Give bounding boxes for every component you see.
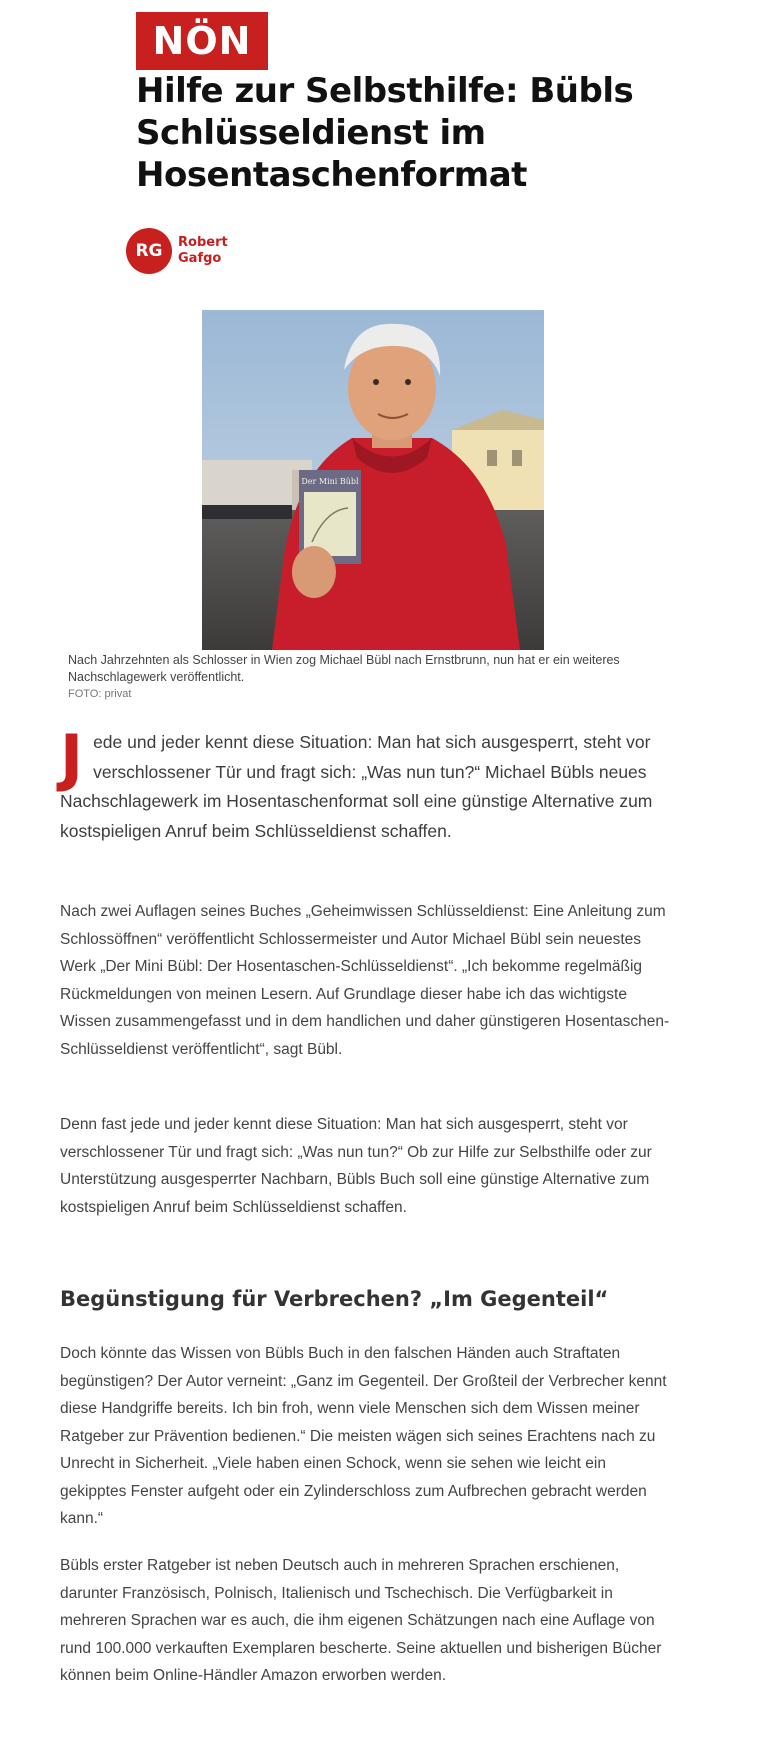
article-title: Hilfe zur Selbsthilfe: Bübls Schlüsseldienst im Hosentaschenformat <box>136 71 634 195</box>
author-avatar[interactable]: RG <box>126 228 172 274</box>
photo-credit-value: privat <box>104 688 132 700</box>
lead-dropcap: J <box>60 721 84 794</box>
author-byline[interactable] <box>126 228 238 274</box>
photo-caption: Nach Jahrzehnten als Schlosser in Wien zog Michael Bübl nach Ernstbrunn, nun hat er ein weiteres Nachschlagewerk veröffentlicht. <box>68 653 620 684</box>
photo-credit-label: FOTO: <box>68 688 102 700</box>
article-paragraph: Bübls erster Ratgeber ist neben Deutsch auch in mehreren Sprachen erschienen, darunter Französisch, Polnisch, Italienisch und Tschechisch. Die Verfügbarkeit in mehreren Sprachen war es auch, die ihm eigenen Schätzungen nach eine Auflage von rund 100.000 verkauften Exemplaren bescherte. Seine aktuellen und bisherigen Bücher können beim Online-Händler Amazon erworben werden. <box>60 1557 662 1684</box>
article-subheading: Begünstigung für Verbrechen? „Im Gegenteil“ <box>60 1287 609 1311</box>
article-paragraph: Nach zwei Auflagen seines Buches „Geheimwissen Schlüsseldienst: Eine Anleitung zum Schlossöffnen“ veröffentlicht Schlossermeister und Autor Michael Bübl sein neuestes Werk „Der Mini Bübl: Der Hosentaschen-Schlüsseldienst“. „Ich bekomme regelmäßig Rückmeldungen von meinen Lesern. Auf Grundlage dieser habe ich das wichtigste Wissen zusammengefasst und in dem handlichen und daher günstigeren Hosentaschen-Schlüsseldienst veröffentlicht“, sagt Bübl. <box>60 903 670 1058</box>
noen-logo[interactable]: NÖN <box>136 12 268 70</box>
article-lead <box>60 721 666 846</box>
author-name[interactable]: Robert Gafgo <box>178 235 228 266</box>
article-paragraph: Doch könnte das Wissen von Bübls Buch in den falschen Händen auch Straftaten begünstigen? Der Autor verneint: „Ganz im Gegenteil. Der Großteil der Verbrecher kennt diese Handgriffe bereits. Ich bin froh, wenn viele Menschen sich dem Wissen meiner Ratgeber zur Prävention bedienen.“ Die meisten wägen sich seines Erachtens nach zu Unrecht in Sicherheit. „Viele haben einen Schock, wenn sie sehen wie leicht ein gekipptes Fenster aufgeht oder ein Zylinderschloss zum Aufbrechen gebracht werden kann.“ <box>60 1345 667 1527</box>
photo-credit <box>68 688 131 700</box>
article-photo <box>202 310 544 650</box>
article-paragraph: Denn fast jede und jeder kennt diese Situation: Man hat sich ausgesperrt, steht vor verschlossener Tür und fragt sich: „Was nun tun?“ Ob zur Hilfe zur Selbsthilfe oder zur Unterstützung ausgesperrter Nachbarn, Bübls Buch soll eine günstige Alternative zum kostspieligen Anruf beim Schlüsseldienst schaffen. <box>60 1116 652 1216</box>
book-cover-title: Der Mini Bübl <box>301 477 359 486</box>
lead-text: ede und jeder kennt diese Situation: Man hat sich ausgesperrt, steht vor verschlossener Tür und fragt sich: „Was nun tun?“ Michael Bübls neues Nachschlagewerk im Hosentaschenformat soll eine günstige Alternative zum kostspieligen Anruf beim Schlüsseldienst schaffen. <box>60 732 653 841</box>
